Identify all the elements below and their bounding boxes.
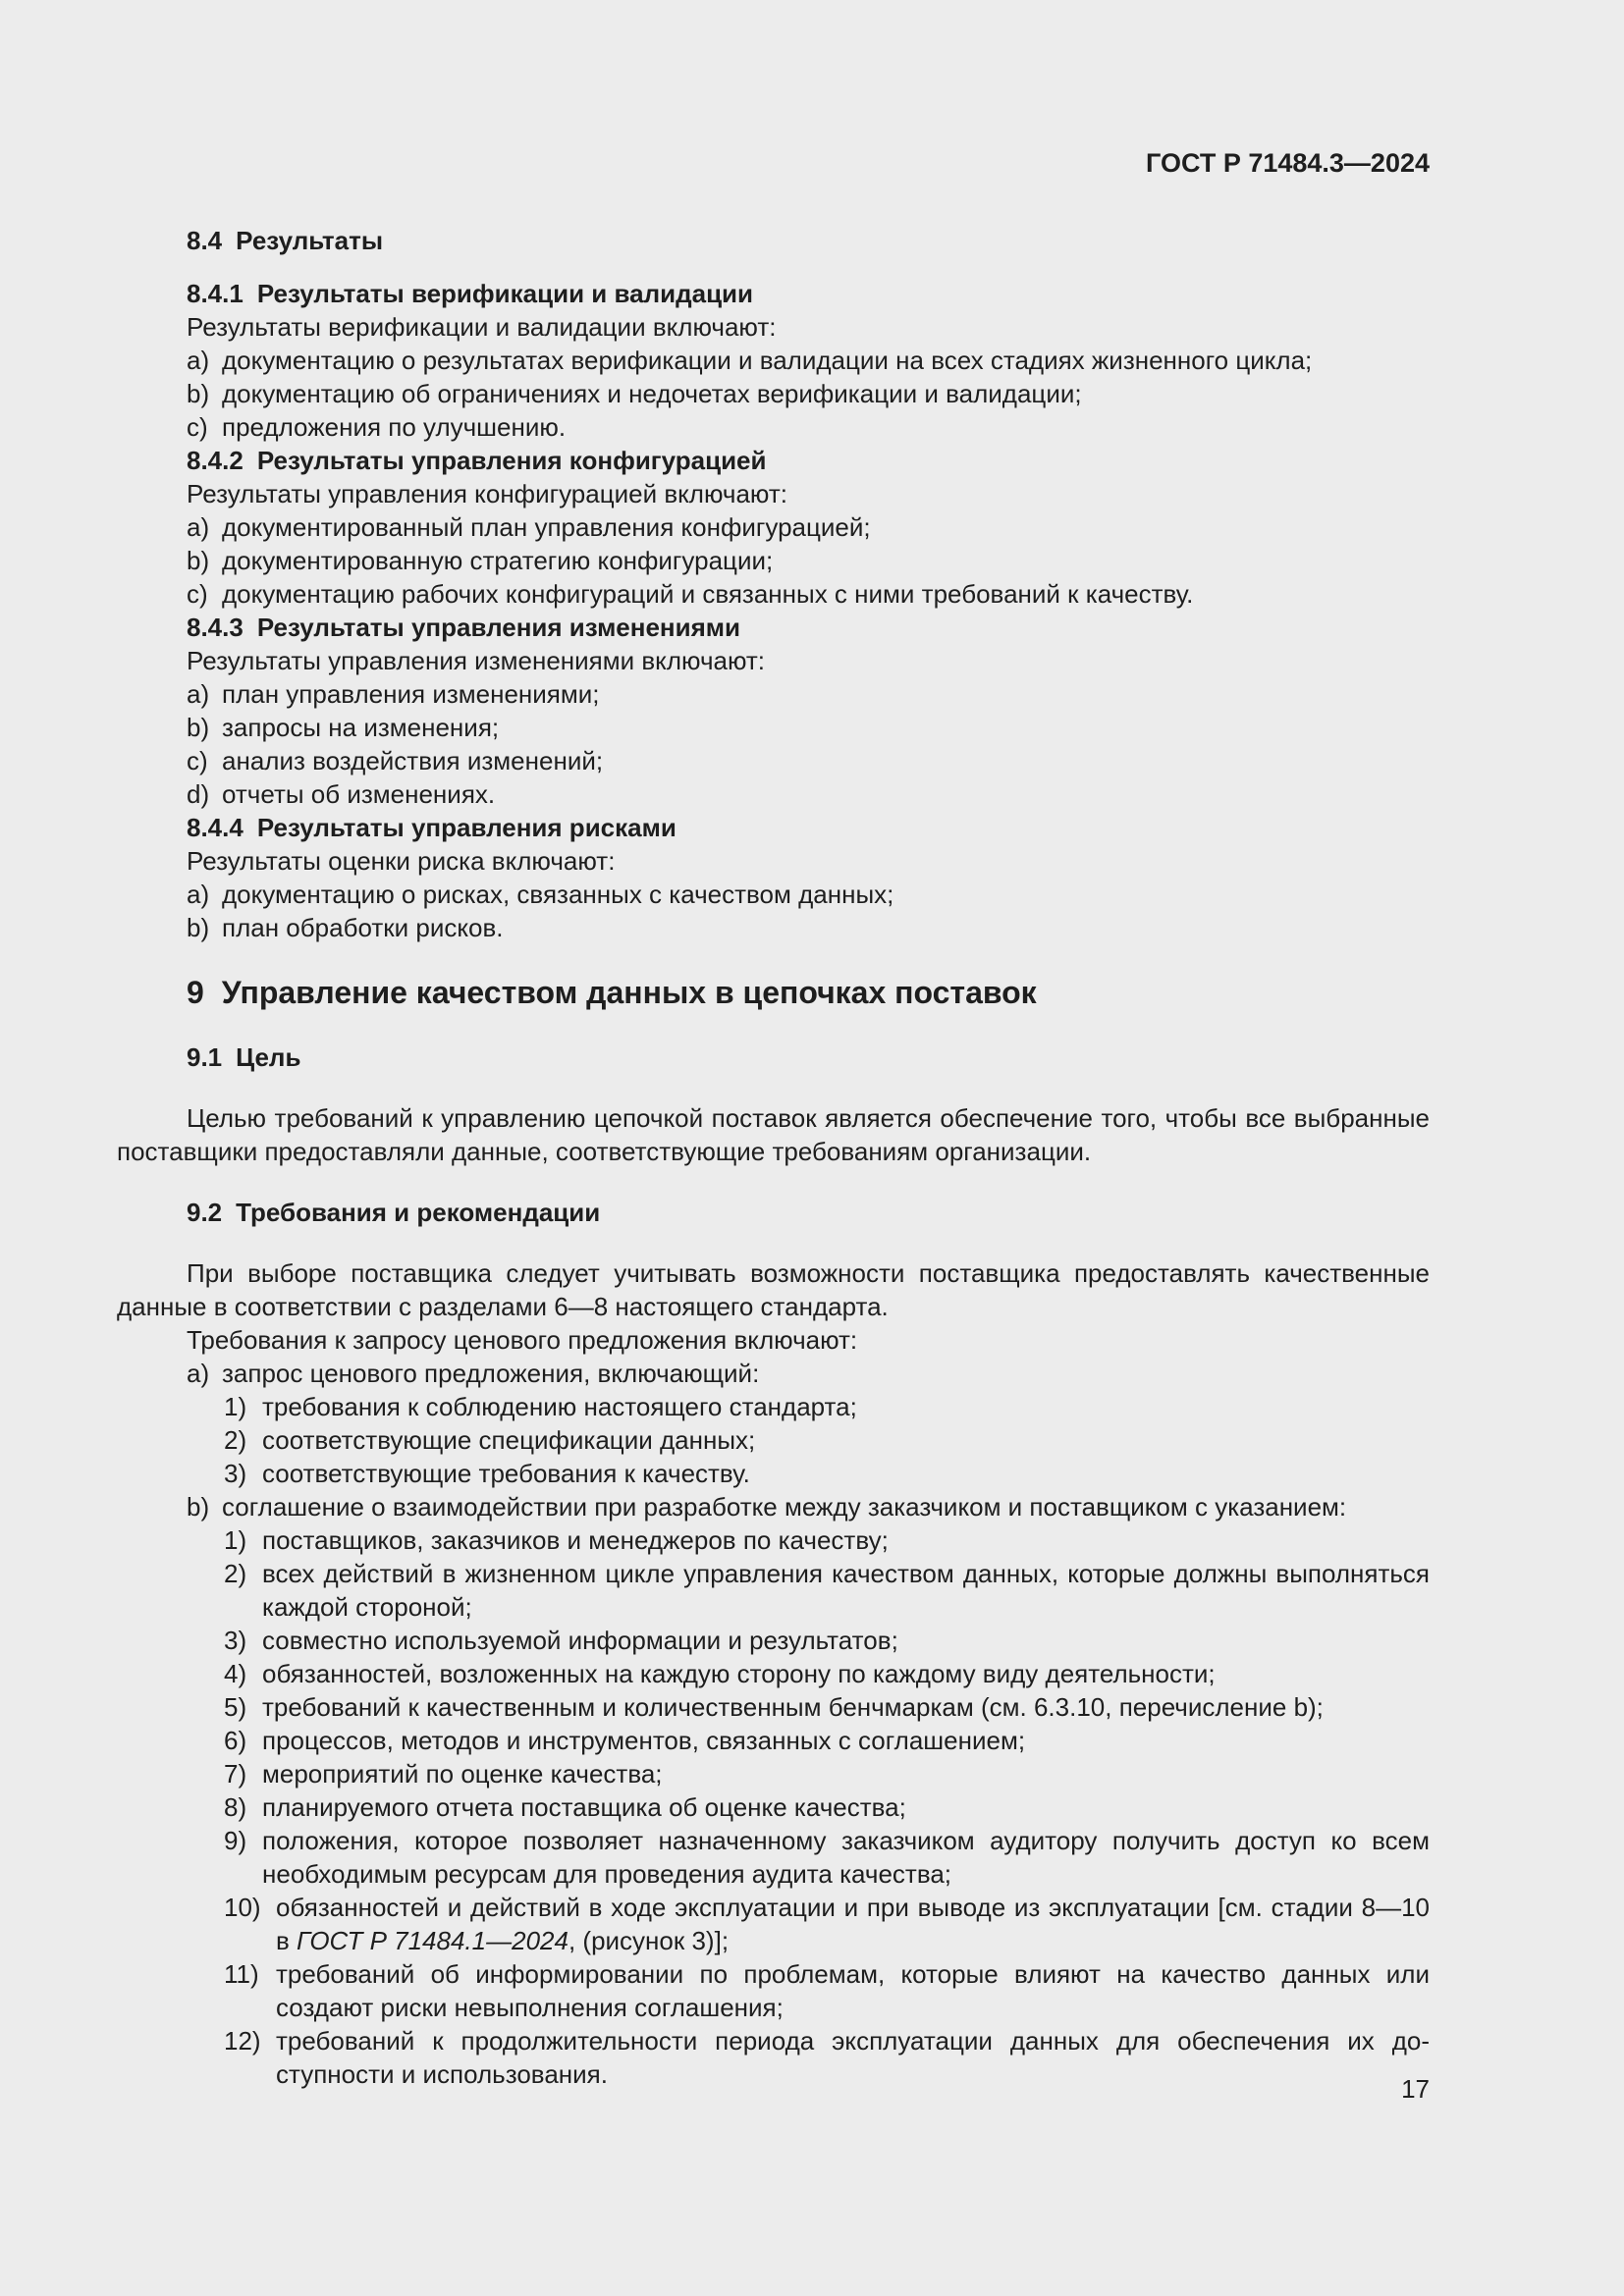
sub-list-item: 8) планируемого отчета поставщика об оценке качества; <box>224 1792 906 1822</box>
list-item: d) отчеты об изменениях. <box>187 779 496 809</box>
sub-list-item: 3) соответствующие требования к качеству. <box>224 1459 750 1488</box>
intro-8-4-2: Результаты управления конфигурацией включают: <box>187 479 787 508</box>
list-item: c) предложения по улучшению. <box>187 412 567 442</box>
list-item: b) соглашение о взаимодействии при разработке между заказчиком и поставщиком с указанием: <box>187 1492 1347 1522</box>
heading-8-4-3: 8.4.3 Результаты управления изменениями <box>187 613 740 642</box>
sub-list-item: 1) поставщиков, заказчиков и менеджеров по качеству; <box>224 1525 889 1555</box>
paragraph-9-1: Целью требований к управлению цепочкой поставок является обеспечение того, чтобы все выбранные поставщики предоставляли данные, соответствующие требованиям организации. <box>117 1103 1430 1166</box>
heading-8-4-2: 8.4.2 Результаты управления конфигурацией <box>187 446 767 475</box>
intro-8-4-1: Результаты верификации и валидации включают: <box>187 312 777 342</box>
list-item: c) анализ воздействия изменений; <box>187 746 604 775</box>
sub-list-item: 7) мероприятий по оценке качества; <box>224 1759 663 1789</box>
document-id-header: ГОСТ Р 71484.3—2024 <box>1146 148 1430 178</box>
heading-9-2: 9.2 Требования и рекомендации <box>187 1198 601 1227</box>
standard-reference: ГОСТ Р 71484.1—2024 <box>297 1926 568 1955</box>
sub-list-item: 5) требований к качественным и количественным бенчмаркам (см. 6.3.10, перечисление b); <box>224 1692 1324 1722</box>
list-item: a) запрос ценового предложения, включающий: <box>187 1359 760 1388</box>
sub-list-item: 2) всех действий в жизненном цикле управления качеством данных, которые должны выполняться каждой стороной; <box>224 1559 1430 1622</box>
sub-list-item: 3) совместно используемой информации и результатов; <box>224 1626 898 1655</box>
intro-8-4-4: Результаты оценки риска включают: <box>187 846 616 876</box>
sub-list-item: 11) требований об информировании по проблемам, которые влияют на качество данных или создают риски невыполнения соглашения; <box>224 1959 1430 2022</box>
heading-8-4-4: 8.4.4 Результаты управления рисками <box>187 813 677 842</box>
intro-8-4-3: Результаты управления изменениями включают: <box>187 646 766 675</box>
sub-list-item: 1) требования к соблюдению настоящего стандарта; <box>224 1392 857 1421</box>
heading-8-4: 8.4 Результаты <box>187 226 384 255</box>
sub-list-item: 4) обязанностей, возложенных на каждую сторону по каждому виду деятельности; <box>224 1659 1216 1688</box>
list-item: b) план обработки рисков. <box>187 913 504 942</box>
list-item: c) документацию рабочих конфигураций и связанных с ними требований к качеству. <box>187 579 1194 609</box>
heading-section-9: 9 Управление качеством данных в цепочках поставок <box>187 975 1037 1010</box>
sub-list-item: 2) соответствующие спецификации данных; <box>224 1425 756 1455</box>
page-content <box>117 224 1430 2091</box>
heading-9-1: 9.1 Цель <box>187 1042 301 1072</box>
list-item: a) документацию о рисках, связанных с качеством данных; <box>187 880 894 909</box>
list-item: b) документацию об ограничениях и недочетах верификации и валидации; <box>187 379 1082 408</box>
list-item: a) план управления изменениями; <box>187 679 600 709</box>
list-item: b) документированную стратегию конфигурации; <box>187 546 774 575</box>
sub-list-item: 9) положения, которое позволяет назначенному заказчиком аудитору получить доступ ко всем необходимым ресурсам для проведения аудита качества; <box>224 1826 1430 1889</box>
sub-list-item: 6) процессов, методов и инструментов, связанных с соглашением; <box>224 1726 1026 1755</box>
paragraph-9-2: При выборе поставщика следует учитывать возможности поставщика предоставлять качественные данные в соответствии с разделами 6—8 настоящего стандарта. <box>117 1258 1430 1321</box>
list-item: b) запросы на изменения; <box>187 713 500 742</box>
sub-list-item: 10) обязанностей и действий в ходе эксплуатации и при выводе из эксплуатации [см. стадии 8—10 в ГОСТ Р 71484.1—2024, (рисунок 3)]; <box>224 1893 1430 1955</box>
page-number: 17 <box>1401 2074 1430 2104</box>
intro-9-2: Требования к запросу ценового предложения включают: <box>187 1325 858 1355</box>
heading-8-4-1: 8.4.1 Результаты верификации и валидации <box>187 279 754 308</box>
sub-list-item: 12) требований к продолжительности периода эксплуатации данных для обеспечения их доступности и использования. <box>224 2026 1430 2089</box>
list-item: a) документированный план управления конфигурацией; <box>187 512 871 542</box>
list-item: a) документацию о результатах верификации и валидации на всех стадиях жизненного цикла; <box>187 346 1313 375</box>
